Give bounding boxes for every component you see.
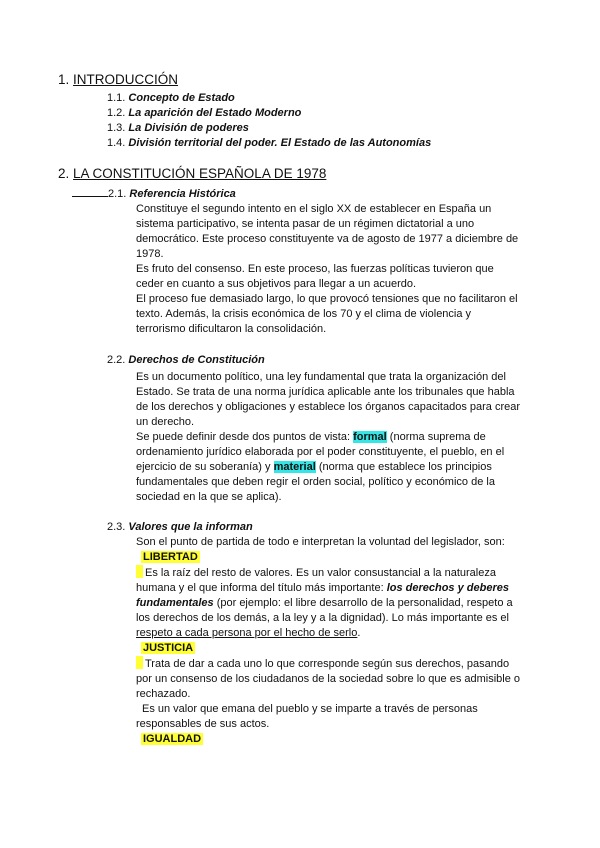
paragraph-line: responsables de sus actos. [136, 718, 270, 730]
paragraph-line: El proceso fue demasiado largo, lo que provocó tensiones que no facilitaron el [136, 293, 518, 305]
highlight-marker [136, 656, 143, 669]
paragraph-line: terrorismo dificultaron la consolidación. [136, 323, 327, 335]
subsection-2-2-heading [107, 354, 265, 366]
subsection-title: Derechos de Constitución [128, 354, 265, 366]
paragraph-line: Es fruto del consenso. En este proceso, las fuerzas políticas tuvieron que [136, 263, 494, 275]
value-label-row [136, 732, 520, 747]
section2-title: LA CONSTITUCIÓN ESPAÑOLA DE 1978 [73, 166, 327, 181]
subsection-number: 2.1. [108, 188, 127, 200]
paragraph-line: Se puede definir desde dos puntos de vista: formal (norma suprema de [136, 431, 486, 443]
paragraph-line: sociedad en la que se aplica). [136, 491, 282, 503]
paragraph-line: un derecho. [136, 416, 195, 428]
toc-item-text: Concepto de Estado [128, 92, 235, 104]
paragraph-line: fundamentales que deben regir el orden social, político y económico de la [136, 476, 495, 488]
toc-item [107, 107, 301, 119]
highlight-marker [136, 565, 143, 578]
subsection-2-1-heading [72, 186, 236, 200]
paragraph-line: Estado. Se trata de una norma jurídica aplicable ante los tribunales que habla [136, 386, 515, 398]
toc-item-text: La aparición del Estado Moderno [128, 107, 302, 119]
paragraph-line: respeto a cada persona por el hecho de serlo. [136, 627, 361, 639]
toc-item [107, 122, 249, 134]
paragraph-line: Es un documento político, una ley fundamental que trata la organización del [136, 371, 506, 383]
paragraph-line: los derechos de los demás, a la ley y a la dignidad). Lo más importante es el [136, 612, 509, 624]
paragraph-line: Trata de dar a cada uno lo que corresponde según sus derechos, pasando [136, 656, 520, 672]
paragraph-line: humana y el que informa del título más importante: los derechos y deberes [136, 582, 509, 594]
toc-item [107, 92, 235, 104]
value-justicia-label: JUSTICIA [143, 642, 194, 654]
toc-item-number: 1.2. [107, 107, 126, 119]
section2-number: 2. [58, 166, 70, 181]
subsection-number: 2.3. [107, 521, 126, 533]
subsection-2-1-body [136, 202, 518, 337]
value-label-row [136, 641, 520, 656]
paragraph-line: Constituye el segundo intento en el siglo XX de establecer en España un [136, 203, 492, 215]
section2-heading [58, 166, 326, 181]
paragraph-line: ejercicio de su soberanía) y material (norma que establece los principios [136, 461, 492, 473]
toc-item [107, 137, 431, 149]
paragraph-line: texto. Además, la crisis económica de los 70 y el clima de violencia y [136, 308, 472, 320]
paragraph-line: ordenamiento jurídico elaborada por el poder constituyente, el pueblo, en el [136, 446, 505, 458]
subsection-2-2-body [136, 370, 520, 505]
subsection-number: 2.2. [107, 354, 126, 366]
paragraph-line: por un consenso de los ciudadanos de la sociedad sobre lo que es admisible o [136, 673, 521, 685]
subsection-title: Valores que la informan [128, 521, 253, 533]
section1-title: INTRODUCCIÓN [73, 72, 179, 87]
paragraph-line: rechazado. [136, 688, 191, 700]
toc-item-number: 1.3. [107, 122, 126, 134]
paragraph-line: sistema participativo, se intenta pasar de un régimen dictatorial a uno [136, 218, 475, 230]
toc-item-number: 1.4. [107, 137, 126, 149]
toc-item-text: La División de poderes [128, 122, 249, 134]
section1-heading [58, 72, 178, 87]
highlight-formal: formal [353, 431, 387, 443]
paragraph-line: ceder en cuanto a sus objetivos para llegar a un acuerdo. [136, 278, 417, 290]
paragraph-line: democrático. Este proceso constituyente va de agosto de 1977 a diciembre de [136, 233, 519, 245]
paragraph-line: Es un valor que emana del pueblo y se imparte a través de personas [142, 703, 478, 715]
paragraph-line: Son el punto de partida de todo e interpretan la voluntad del legislador, son: [136, 536, 505, 548]
underline-blank [72, 186, 108, 197]
subsection-title: Referencia Histórica [129, 188, 236, 200]
section1-number: 1. [58, 72, 70, 87]
value-libertad-label: LIBERTAD [143, 551, 198, 563]
subsection-2-3-heading [107, 521, 253, 533]
value-label-row [136, 550, 520, 565]
toc-item-text: División territorial del poder. El Estado de las Autonomías [128, 137, 432, 149]
value-igualdad-label: IGUALDAD [143, 733, 202, 745]
paragraph-line: fundamentales (por ejemplo: el libre desarrollo de la personalidad, respeto a [136, 597, 513, 609]
paragraph-line: Es la raíz del resto de valores. Es un valor consustancial a la naturaleza [136, 565, 520, 581]
highlight-material: material [273, 461, 316, 473]
paragraph-line: 1978. [136, 248, 164, 260]
toc-item-number: 1.1. [107, 92, 126, 104]
paragraph-line: de los derechos y obligaciones y establece los órganos capacitados para crear [136, 401, 521, 413]
subsection-2-3-body [136, 535, 520, 747]
